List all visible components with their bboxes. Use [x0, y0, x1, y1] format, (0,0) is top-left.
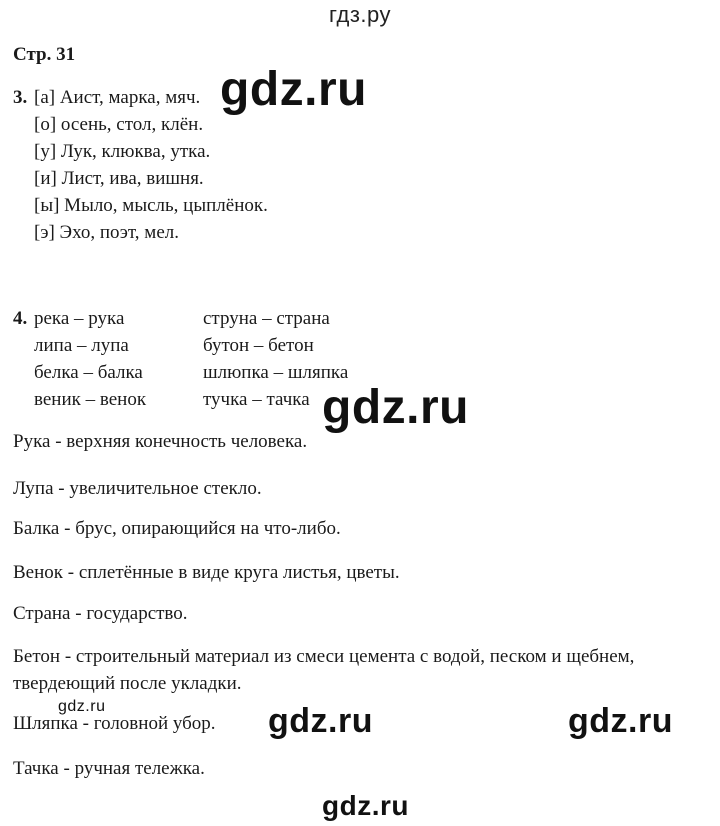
watermark-logo: gdz.ru — [322, 381, 469, 434]
task-4-pair-right: струна – страна — [203, 308, 330, 329]
definition-line: твердеющий после укладки. — [13, 673, 242, 694]
definition-line: Тачка - ручная тележка. — [13, 758, 205, 779]
task-4-pair-right: шлюпка – шляпка — [203, 362, 349, 383]
task-4-pair-left: липа – лупа — [34, 335, 129, 356]
task-3-line: [а] Аист, марка, мяч. — [34, 87, 201, 108]
definition-line: Шляпка - головной убор. — [13, 713, 216, 734]
task-4-number: 4. — [13, 308, 28, 329]
definition-line: Страна - государство. — [13, 603, 188, 624]
task-4-pair-right: бутон – бетон — [203, 335, 314, 356]
page-label: Стр. 31 — [13, 44, 76, 65]
watermark-logo: gdz.ru — [220, 63, 367, 116]
task-4-pair-left: веник – венок — [34, 389, 147, 410]
definition-line: Балка - брус, опирающийся на что-либо. — [13, 518, 341, 539]
watermark-logo: gdz.ru — [322, 790, 409, 821]
watermark-logo: gdz.ru — [568, 702, 673, 740]
task-4-pair-right: тучка – тачка — [203, 389, 310, 410]
site-header: гдз.ру — [328, 2, 392, 27]
watermark-logo: gdz.ru — [268, 702, 373, 740]
task-3-number: 3. — [13, 87, 28, 108]
definition-line: Бетон - строительный материал из смеси цемента с водой, песком и щебнем, — [13, 646, 635, 667]
task-4-pair-left: река – рука — [34, 308, 125, 329]
task-4-pair-left: белка – балка — [34, 362, 143, 383]
task-3-line: [у] Лук, клюква, утка. — [34, 141, 211, 162]
definition-line: Лупа - увеличительное стекло. — [13, 478, 262, 499]
task-3-line: [о] осень, стол, клён. — [34, 114, 204, 135]
task-3-line: [ы] Мыло, мысль, цыплёнок. — [34, 195, 268, 216]
task-3-line: [э] Эхо, поэт, мел. — [34, 222, 179, 243]
task-3-line: [и] Лист, ива, вишня. — [34, 168, 204, 189]
definition-line: Венок - сплетённые в виде круга листья, цветы. — [13, 562, 400, 583]
definition-line: Рука - верхняя конечность человека. — [13, 431, 308, 452]
watermark-logo: gdz.ru — [58, 698, 106, 715]
